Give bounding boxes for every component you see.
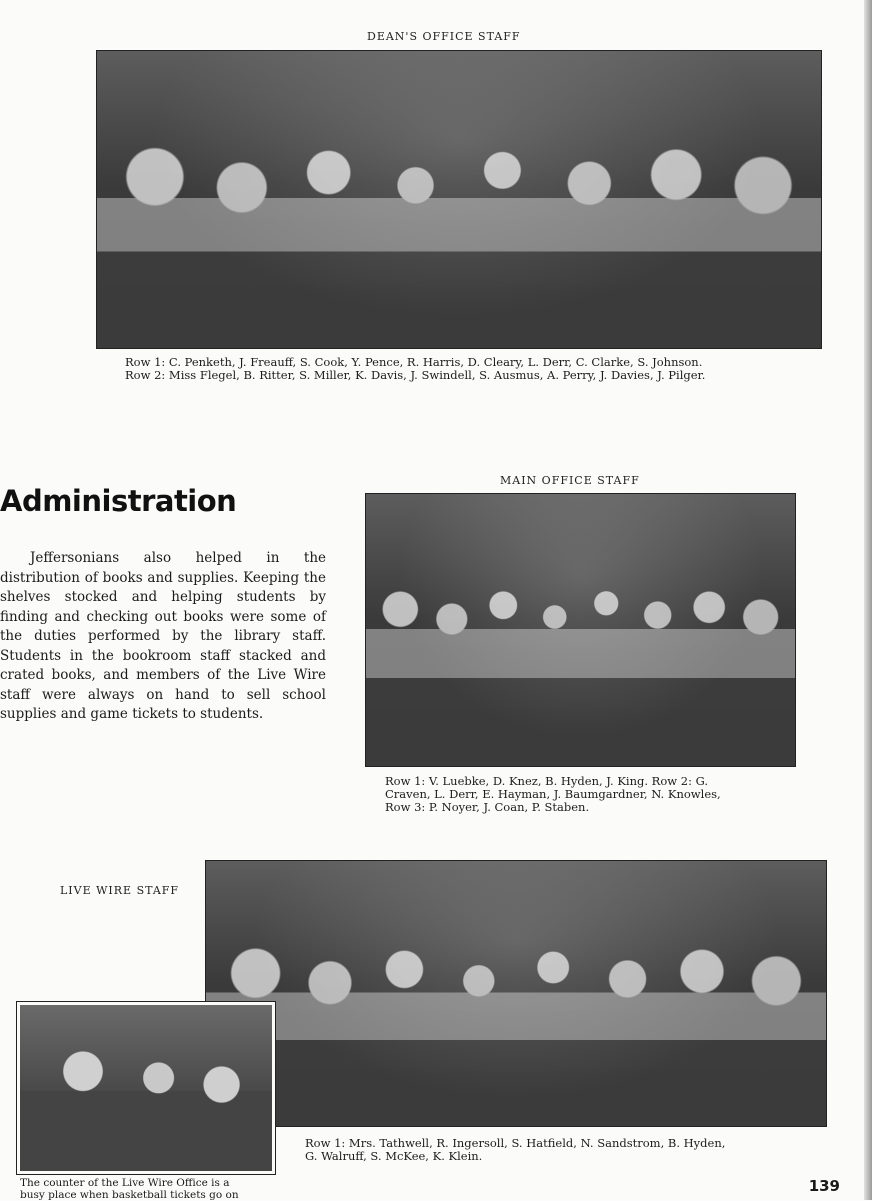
- live-wire-photo: [205, 860, 827, 1127]
- live-wire-line2: G. Walruff, S. McKee, K. Klein.: [305, 1149, 483, 1163]
- counter-caption-line1: The counter of the Live Wire Office is a: [20, 1177, 230, 1189]
- counter-caption-line2: busy place when basketball tickets go on: [20, 1189, 239, 1201]
- page-title: Administration: [0, 484, 237, 518]
- deans-office-names: [125, 356, 705, 382]
- deans-office-title: DEAN'S OFFICE STAFF: [367, 30, 521, 43]
- counter-photo-caption: [20, 1177, 270, 1201]
- body-paragraph: Jeffersonians also helped in the distribution of books and supplies. Keeping the shelves stocked and helping students by finding and checking out books were some of the duties performed by the library staff. Students in the bookroom staff stacked and crated books, and members of the Live Wire staff were always on hand to sell school supplies and game tickets to students.: [0, 550, 326, 722]
- main-office-photo: [365, 493, 796, 767]
- page-spine-shadow: [864, 0, 872, 1200]
- live-wire-names: [305, 1137, 725, 1163]
- deans-office-photo: [96, 50, 822, 349]
- live-wire-line1: Row 1: Mrs. Tathwell, R. Ingersoll, S. Hatfield, N. Sandstrom, B. Hyden,: [305, 1136, 726, 1150]
- live-wire-title: LIVE WIRE STAFF: [60, 884, 180, 897]
- deans-office-row1: Row 1: C. Penketh, J. Freauff, S. Cook, Y. Pence, R. Harris, D. Cleary, L. Derr, C. Clarke, S. Johnson.: [125, 355, 703, 369]
- main-office-line1: Row 1: V. Luebke, D. Knez, B. Hyden, J. King. Row 2: G.: [385, 774, 709, 788]
- main-office-line2: Craven, L. Derr, E. Hayman, J. Baumgardner, N. Knowles,: [385, 787, 721, 801]
- page-number: 139: [808, 1177, 840, 1195]
- main-office-line3: Row 3: P. Noyer, J. Coan, P. Staben.: [385, 800, 590, 814]
- main-office-names: [385, 775, 721, 814]
- deans-office-row2: Row 2: Miss Flegel, B. Ritter, S. Miller, K. Davis, J. Swindell, S. Ausmus, A. Perry, J. Davies, J. Pilger.: [125, 368, 706, 382]
- counter-photo: [17, 1002, 275, 1174]
- main-office-title: MAIN OFFICE STAFF: [500, 474, 640, 487]
